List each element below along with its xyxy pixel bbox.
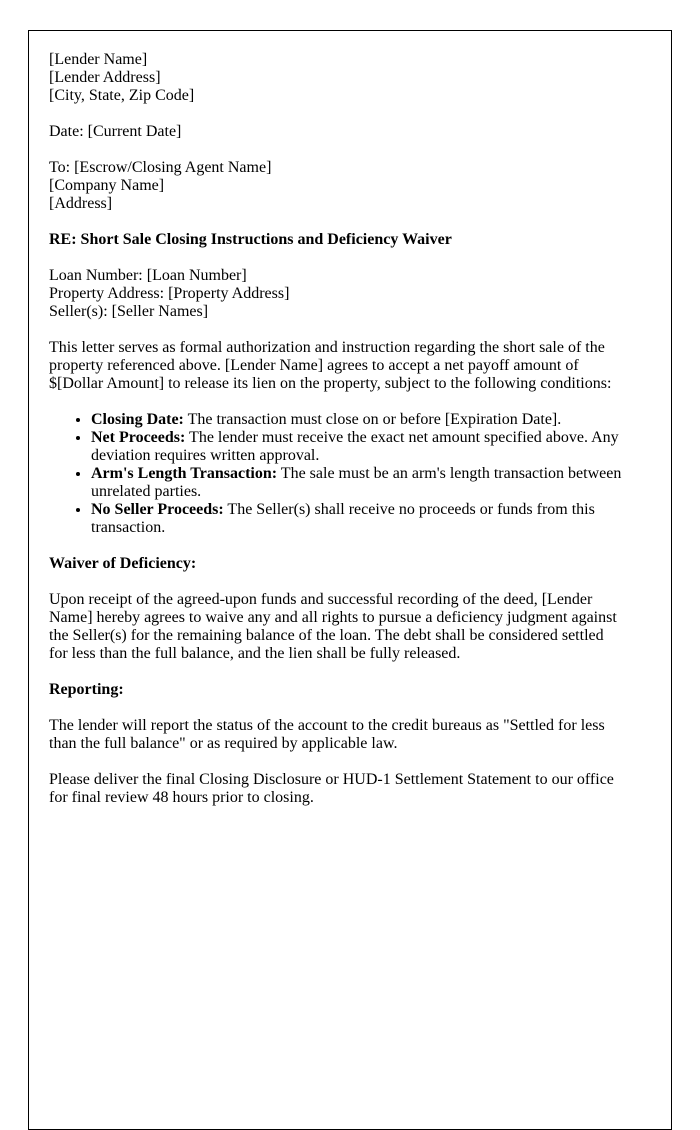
recipient-address-line: [Address] bbox=[49, 195, 113, 212]
condition-arms-length-label: Arm's Length Transaction: bbox=[91, 465, 278, 482]
recipient-company-line: [Company Name] bbox=[49, 177, 165, 194]
intro-paragraph: This letter serves as formal authorization and instruction regarding the short sale of the property referenced above. [Lender Name] agrees to accept a net payoff amount of $[Dollar Amount] to release its lien on the property, subject to the following conditions: bbox=[49, 339, 612, 392]
waiver-heading: Waiver of Deficiency: bbox=[49, 555, 197, 572]
lender-city-state-zip-line: [City, State, Zip Code] bbox=[49, 87, 195, 104]
condition-no-seller-proceeds bbox=[91, 501, 625, 537]
letter-page bbox=[28, 30, 672, 1130]
lender-address-line: [Lender Address] bbox=[49, 69, 161, 86]
condition-net-proceeds-label: Net Proceeds: bbox=[91, 429, 186, 446]
condition-closing-date bbox=[91, 411, 625, 429]
reporting-heading: Reporting: bbox=[49, 681, 124, 698]
condition-closing-date-text: The transaction must close on or before [Expiration Date]. bbox=[183, 411, 562, 428]
condition-net-proceeds bbox=[91, 429, 625, 465]
conditions-list bbox=[49, 411, 625, 537]
property-address-line: Property Address: [Property Address] bbox=[49, 285, 290, 302]
loan-reference-block bbox=[49, 267, 625, 321]
lender-name-line: [Lender Name] bbox=[49, 51, 148, 68]
recipient-block bbox=[49, 159, 625, 213]
condition-closing-date-label: Closing Date: bbox=[91, 411, 184, 428]
condition-arms-length bbox=[91, 465, 625, 501]
recipient-to-line: To: [Escrow/Closing Agent Name] bbox=[49, 159, 272, 176]
condition-no-seller-proceeds-text: The Seller(s) shall receive no proceeds or funds from this transaction. bbox=[91, 501, 595, 536]
date-line: Date: [Current Date] bbox=[49, 123, 182, 140]
sellers-line: Seller(s): [Seller Names] bbox=[49, 303, 209, 320]
reporting-paragraph: The lender will report the status of the account to the credit bureaus as "Settled for less than the full balance" or as required by applicable law. bbox=[49, 717, 605, 752]
subject-line: RE: Short Sale Closing Instructions and Deficiency Waiver bbox=[49, 231, 452, 248]
condition-net-proceeds-text: The lender must receive the exact net amount specified above. Any deviation requires written approval. bbox=[91, 429, 619, 464]
condition-no-seller-proceeds-label: No Seller Proceeds: bbox=[91, 501, 224, 518]
lender-letterhead bbox=[49, 51, 625, 105]
condition-arms-length-text: The sale must be an arm's length transaction between unrelated parties. bbox=[91, 465, 622, 500]
date-block bbox=[49, 123, 625, 141]
delivery-paragraph: Please deliver the final Closing Disclosure or HUD-1 Settlement Statement to our office for final review 48 hours prior to closing. bbox=[49, 771, 614, 806]
loan-number-line: Loan Number: [Loan Number] bbox=[49, 267, 247, 284]
waiver-paragraph: Upon receipt of the agreed-upon funds and successful recording of the deed, [Lender Name] hereby agrees to waive any and all rights to pursue a deficiency judgment against the Seller(s) for the remaining balance of the loan. The debt shall be considered settled for less than the full balance, and the lien shall be fully released. bbox=[49, 591, 617, 662]
